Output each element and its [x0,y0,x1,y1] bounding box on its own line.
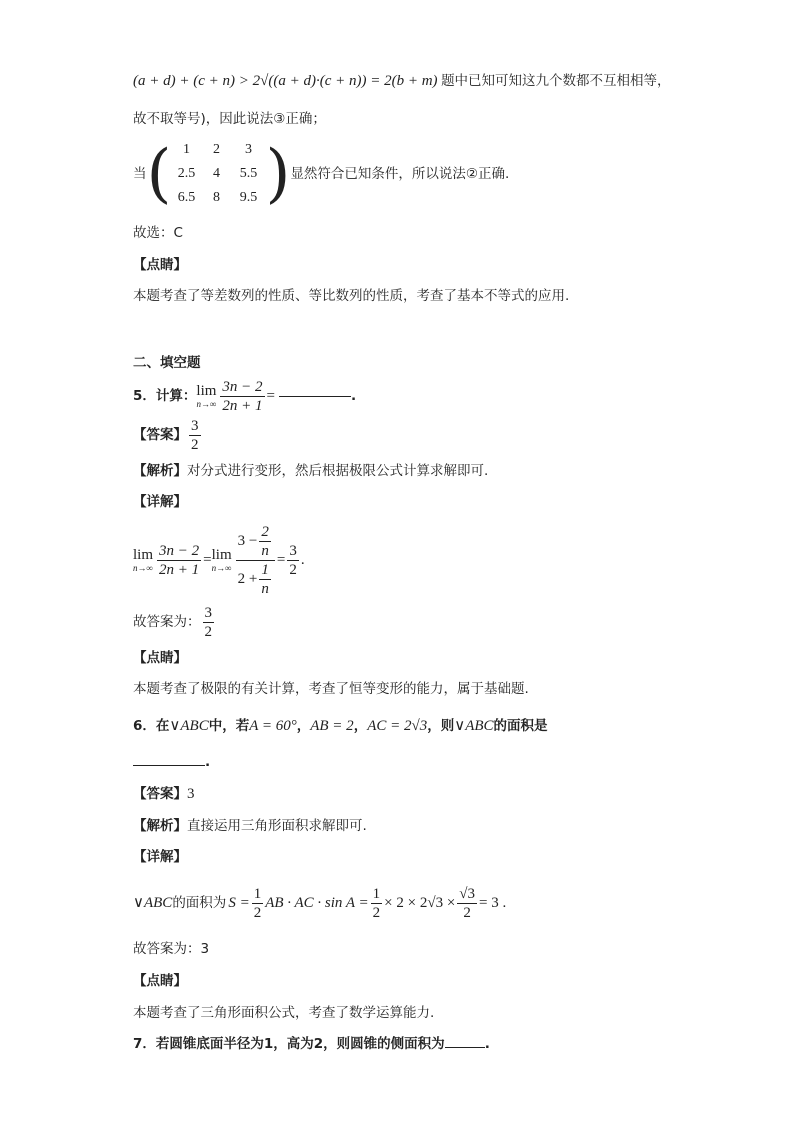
matrix-cell: 3 [244,142,252,157]
matrix-grid [171,140,265,208]
q5-detail-formula: lim n→∞ $\frac{3n - 2}{2n + 1}$ = lim n→∞ 3 − $\frac{2}{n}$ 2 + $\frac{1}{n}$ = $\frac{3}{2}$ . [133,523,305,597]
matrix [146,137,291,211]
matrix-cell: 2.5 [177,166,196,181]
matrix-cell: 9.5 [239,190,258,205]
q5-label: 5．计算： [133,388,197,404]
matrix-suffix: 显然符合已知条件，所以说法②正确. [290,166,510,182]
inequality-formula: (a + d) + (c + n) > 2√((a + d)·(c + n)) = 2(b + m) [133,73,438,89]
matrix-cell: 8 [212,190,220,205]
matrix-cell: 1 [182,142,190,157]
q5-lim: lim n→∞ [196,383,217,409]
q6-point: 本题考查了三角形面积公式，考查了数学运算能力. [133,1005,435,1021]
q6-detail-formula: ∨ABC 的面积为 S = $\frac{1}{2}$ AB · AC · sin A = $\frac{1}{2}$ × 2 × 2√3 × $\frac{√3}{2}$ = 3 . [133,885,507,921]
section-heading: 二、填空题 [133,355,201,371]
q5-answer-fraction: $\frac{3}{2}$ [191,417,199,453]
q6-answer-blank [133,764,205,766]
q5-answer [133,414,203,456]
matrix-cell: 2 [212,142,220,157]
q5-final: 故答案为： $\frac{3}{2}$ [133,604,212,640]
q5-complex-fraction: 3 − $\frac{2}{n}$ 2 + $\frac{1}{n}$ [236,523,275,598]
q5-detail-tag: 【详解】 [133,494,187,510]
q5-end: . [351,388,357,404]
matrix-prefix: 当 [133,166,147,182]
line-1-text: 题中已知可知这九个数都不互相相等， [441,73,671,89]
q5-point-tag: 【点睛】 [133,650,187,666]
choice-answer: 故选：C [133,225,183,241]
q5-analysis: 【解析】对分式进行变形，然后根据极限公式计算求解即可. [133,463,489,479]
matrix-cell: 4 [212,166,220,181]
q5-fraction: $\frac{3n - 2}{2n + 1}$ [222,378,263,414]
question-7: 7．若圆锥底面半径为1，高为2，则圆锥的侧面积为 . [133,1036,490,1052]
matrix-right-paren: ) [265,137,291,211]
q5-equals: = [266,388,276,404]
q6-analysis: 【解析】直接运用三角形面积求解即可. [133,818,367,834]
q6-answer: 【答案】3 [133,786,195,802]
matrix-left-paren: ( [146,137,172,211]
point-text-1: 本题考查了等差数列的性质、等比数列的性质，考查了基本不等式的应用. [133,288,570,304]
q6-detail-tag: 【详解】 [133,849,187,865]
q5-point: 本题考查了极限的有关计算，考查了恒等变形的能力，属于基础题. [133,681,529,697]
matrix-cell: 5.5 [239,166,258,181]
q7-answer-blank [445,1046,485,1048]
point-tag-1: 【点睛】 [133,257,187,273]
matrix-cell: 6.5 [177,190,196,205]
q6-blank-line: . [133,752,210,773]
line-2: 故不取等号)，因此说法③正确； [133,111,326,127]
question-6: 6．在∨ABC中，若A = 60°，AB = 2，AC = 2√3，则∨ABC的面积是 [133,718,548,734]
q5-answer-blank [279,395,351,397]
q6-point-tag: 【点睛】 [133,973,187,989]
matrix-line [133,137,510,211]
q5-answer-tag: 【答案】 [133,427,187,443]
line-1 [133,71,671,92]
q6-final: 故答案为：3 [133,941,210,957]
question-5 [133,376,356,416]
